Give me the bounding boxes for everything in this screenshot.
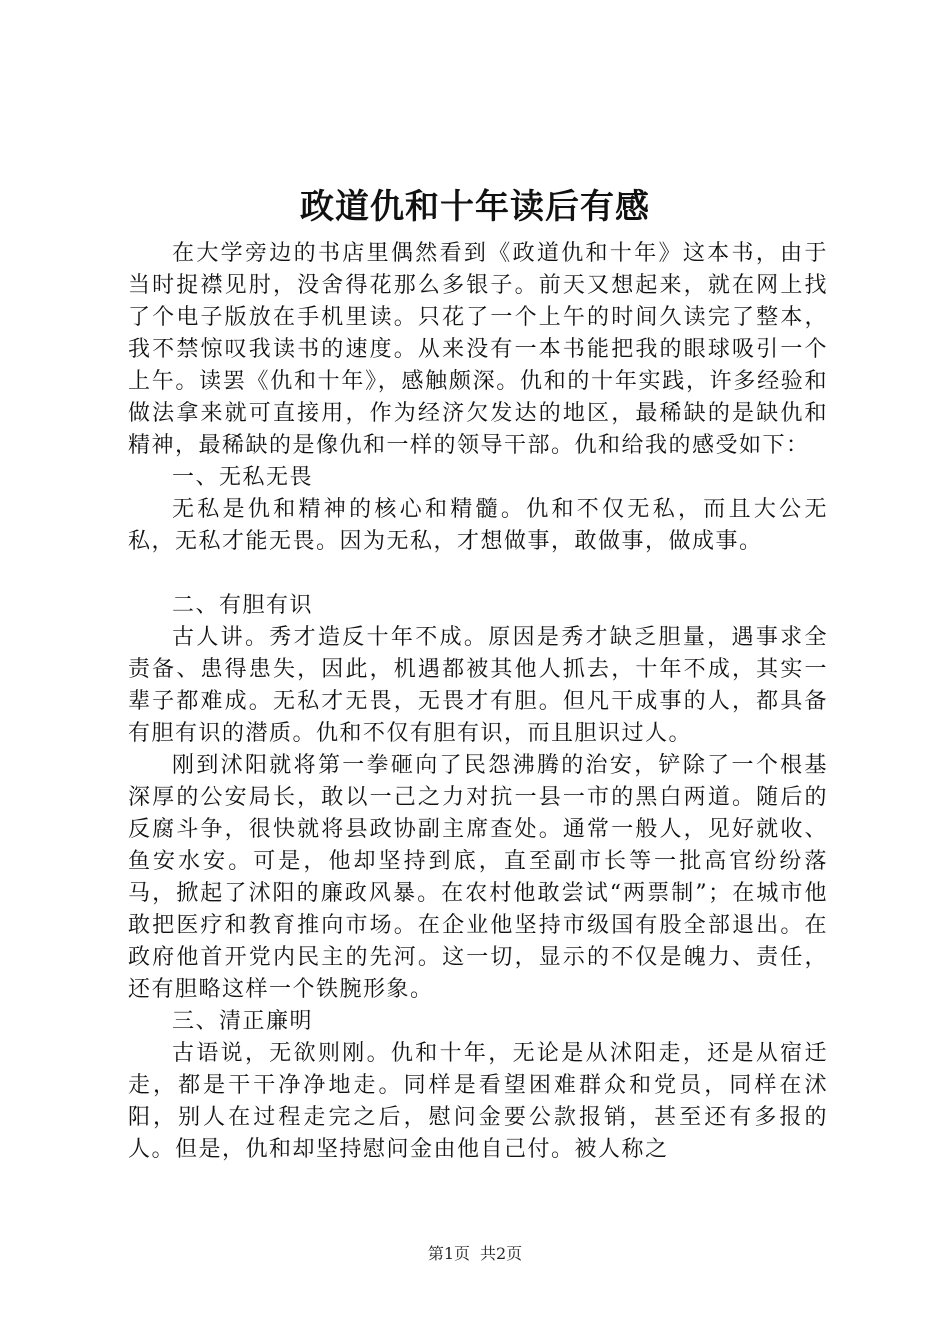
section-heading-2: 二、有胆有识 (172, 593, 314, 618)
paragraph-spacer (128, 558, 828, 590)
page-number: 第1页 (427, 1244, 470, 1263)
page-total: 共2页 (480, 1244, 523, 1263)
page-footer (0, 1244, 950, 1264)
section-heading-1: 一、无私无畏 (172, 465, 314, 490)
paragraph-intro: 在大学旁边的书店里偶然看到《政道仇和十年》这本书，由于当时捉襟见肘，没舍得花那么多银子。前天又想起来，就在网上找了个电子版放在手机里读。只花了一个上午的时间久读完了整本，我不禁惊叹我读书的速度。从来没有一本书能把我的眼球吸引一个上午。读罢《仇和十年》，感触颇深。仇和的十年实践，许多经验和做法拿来就可直接用，作为经济欠发达的地区，最稀缺的是缺仇和精神，最稀缺的是像仇和一样的领导干部。仇和给我的感受如下： (128, 241, 828, 458)
paragraph-courage: 古人讲。秀才造反十年不成。原因是秀才缺乏胆量，遇事求全责备、患得患失，因此，机遇都被其他人抓去，十年不成，其实一辈子都难成。无私才无畏，无畏才有胆。但凡干成事的人，都具备有胆有识的潜质。仇和不仅有胆有识，而且胆识过人。 (128, 625, 828, 746)
document-title: 政道仇和十年读后有感 (300, 187, 650, 227)
paragraph-selfless: 无私是仇和精神的核心和精髓。仇和不仅无私，而且大公无私，无私才能无畏。因为无私，才想做事，敢做事，做成事。 (128, 497, 828, 554)
paragraph-shuyang: 刚到沭阳就将第一拳砸向了民怨沸腾的治安，铲除了一个根基深厚的公安局长，敢以一己之力对抗一县一市的黑白两道。随后的反腐斗争，很快就将县政协副主席查处。通常一般人，见好就收、鱼安水安。可是，他却坚持到底，直至副市长等一批高官纷纷落马，掀起了沭阳的廉政风暴。在农村他敢尝试“两票制”；在城市他敢把医疗和教育推向市场。在企业他坚持市级国有股全部退出。在政府他首开党内民主的先河。这一切，显示的不仅是魄力、责任，还有胆略这样一个铁腕形象。 (128, 753, 828, 1002)
paragraph-integrity: 古语说，无欲则刚。仇和十年，无论是从沭阳走，还是从宿迁走，都是干干净净地走。同样是看望困难群众和党员，同样在沭阳，别人在过程走完之后，慰问金要公款报销，甚至还有多报的人。但是，仇和却坚持慰问金由他自己付。被人称之 (128, 1041, 828, 1162)
section-heading-3: 三、清正廉明 (172, 1009, 314, 1034)
document-body (128, 238, 828, 1166)
